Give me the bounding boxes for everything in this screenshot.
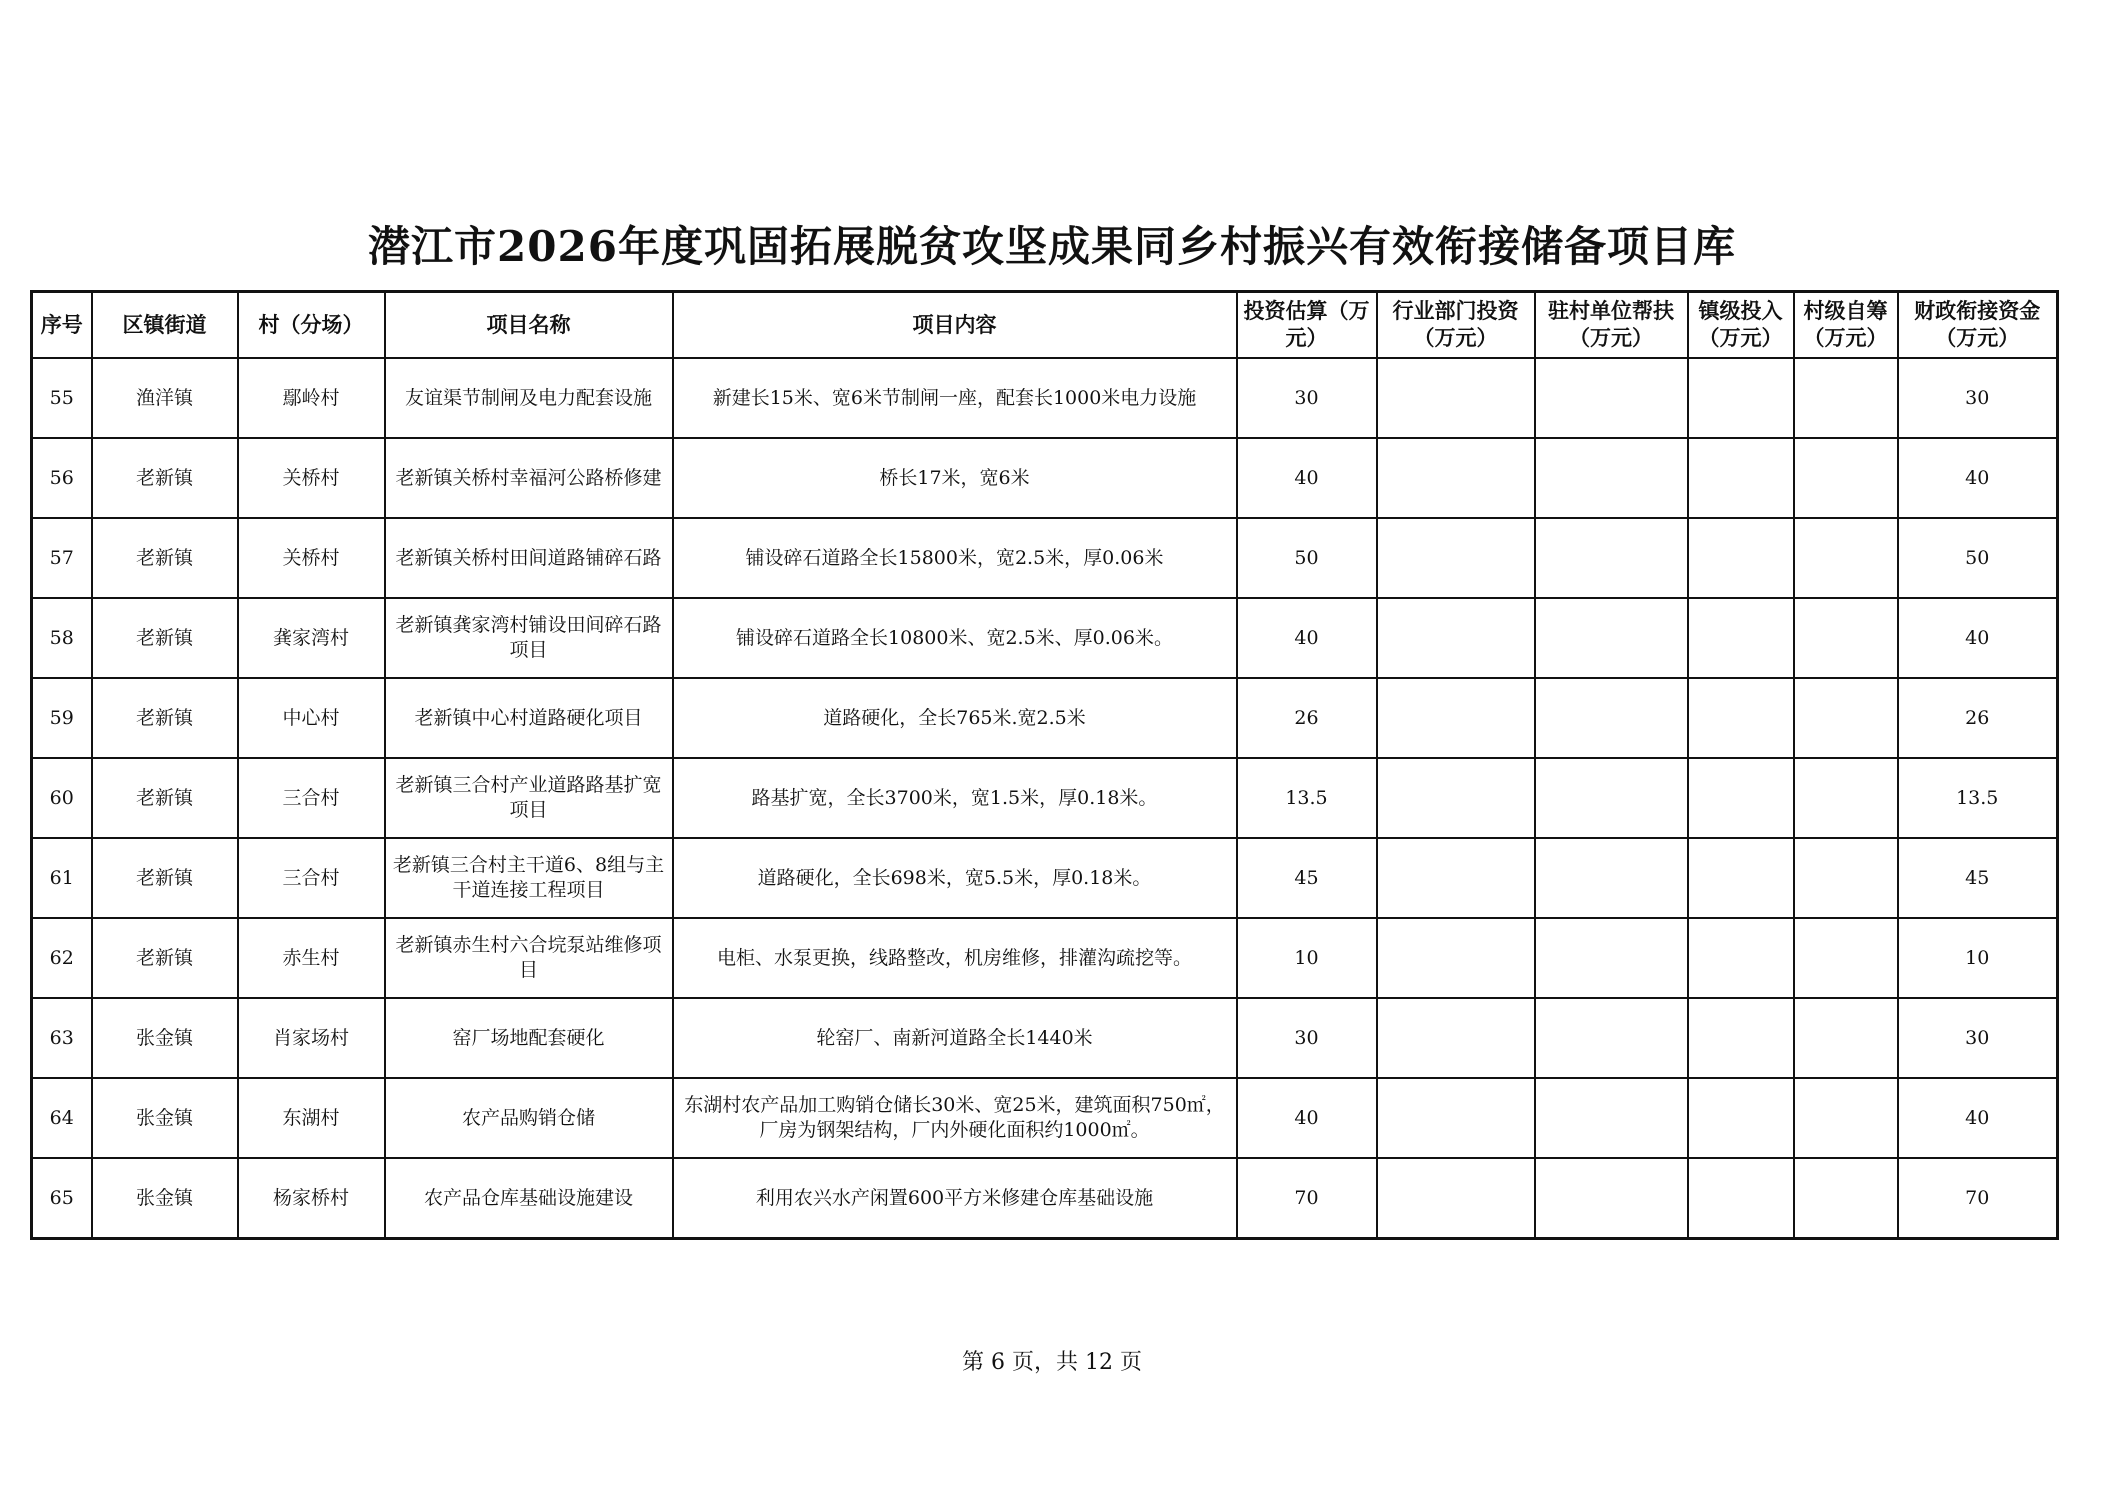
col-village-self-funded-cell: [1794, 598, 1898, 678]
col-village-self-funded-cell: [1794, 358, 1898, 438]
col-fiscal-funds-cell: 40: [1898, 1078, 2058, 1158]
col-fiscal-funds-cell: 45: [1898, 838, 2058, 918]
col-town-cell: 老新镇: [92, 598, 238, 678]
col-town-cell: 老新镇: [92, 918, 238, 998]
col-department-investment-cell: [1377, 598, 1535, 678]
col-resident-unit-support-cell: [1535, 438, 1688, 518]
col-resident-unit-support-cell: [1535, 838, 1688, 918]
col-project-content-cell: 道路硬化，全长698米，宽5.5米，厚0.18米。: [673, 838, 1237, 918]
col-village-cell: 鄢岭村: [238, 358, 385, 438]
col-investment-estimate-cell: 70: [1237, 1158, 1377, 1239]
header-col-town: 区镇街道: [92, 292, 238, 359]
table-row: [32, 598, 2058, 678]
col-index-cell: 55: [32, 358, 92, 438]
table-row: [32, 758, 2058, 838]
col-town-input-cell: [1688, 358, 1794, 438]
table-row: [32, 1078, 2058, 1158]
header-col-town-input: 镇级投入（万元）: [1688, 292, 1794, 359]
col-town-cell: 老新镇: [92, 838, 238, 918]
table-row: [32, 918, 2058, 998]
col-town-cell: 老新镇: [92, 438, 238, 518]
col-town-input-cell: [1688, 918, 1794, 998]
header-col-village-self-funded: 村级自筹（万元）: [1794, 292, 1898, 359]
col-department-investment-cell: [1377, 918, 1535, 998]
col-investment-estimate-cell: 45: [1237, 838, 1377, 918]
col-fiscal-funds-cell: 70: [1898, 1158, 2058, 1239]
table-row: [32, 838, 2058, 918]
header-col-resident-unit-support: 驻村单位帮扶（万元）: [1535, 292, 1688, 359]
col-town-input-cell: [1688, 598, 1794, 678]
col-investment-estimate-cell: 10: [1237, 918, 1377, 998]
col-resident-unit-support-cell: [1535, 358, 1688, 438]
header-row: [32, 292, 2058, 359]
col-village-cell: 关桥村: [238, 518, 385, 598]
col-village-self-funded-cell: [1794, 1078, 1898, 1158]
col-project-content-cell: 利用农兴水产闲置600平方米修建仓库基础设施: [673, 1158, 1237, 1239]
col-index-cell: 60: [32, 758, 92, 838]
col-investment-estimate-cell: 40: [1237, 438, 1377, 518]
table-row: [32, 438, 2058, 518]
col-department-investment-cell: [1377, 518, 1535, 598]
col-town-input-cell: [1688, 438, 1794, 518]
col-index-cell: 65: [32, 1158, 92, 1239]
col-investment-estimate-cell: 13.5: [1237, 758, 1377, 838]
project-table: [30, 290, 2059, 1240]
col-project-content-cell: 道路硬化，全长765米.宽2.5米: [673, 678, 1237, 758]
header-col-project-content: 项目内容: [673, 292, 1237, 359]
col-resident-unit-support-cell: [1535, 758, 1688, 838]
col-town-cell: 张金镇: [92, 1158, 238, 1239]
header-col-investment-estimate: 投资估算（万元）: [1237, 292, 1377, 359]
col-village-cell: 东湖村: [238, 1078, 385, 1158]
col-fiscal-funds-cell: 30: [1898, 998, 2058, 1078]
col-village-self-funded-cell: [1794, 838, 1898, 918]
header-col-village: 村（分场）: [238, 292, 385, 359]
col-village-self-funded-cell: [1794, 918, 1898, 998]
col-village-cell: 三合村: [238, 758, 385, 838]
col-village-self-funded-cell: [1794, 1158, 1898, 1239]
col-index-cell: 62: [32, 918, 92, 998]
col-index-cell: 56: [32, 438, 92, 518]
col-department-investment-cell: [1377, 1158, 1535, 1239]
col-village-cell: 关桥村: [238, 438, 385, 518]
col-index-cell: 64: [32, 1078, 92, 1158]
col-village-self-funded-cell: [1794, 998, 1898, 1078]
col-town-input-cell: [1688, 758, 1794, 838]
col-fiscal-funds-cell: 13.5: [1898, 758, 2058, 838]
col-town-cell: 老新镇: [92, 678, 238, 758]
col-department-investment-cell: [1377, 758, 1535, 838]
col-village-self-funded-cell: [1794, 518, 1898, 598]
col-village-cell: 中心村: [238, 678, 385, 758]
col-project-content-cell: 路基扩宽，全长3700米，宽1.5米，厚0.18米。: [673, 758, 1237, 838]
col-index-cell: 63: [32, 998, 92, 1078]
col-investment-estimate-cell: 40: [1237, 598, 1377, 678]
page-footer: 第 6 页，共 12 页: [962, 1350, 1142, 1375]
col-project-content-cell: 电柜、水泵更换，线路整改，机房维修，排灌沟疏挖等。: [673, 918, 1237, 998]
col-fiscal-funds-cell: 26: [1898, 678, 2058, 758]
col-village-cell: 三合村: [238, 838, 385, 918]
col-project-name-cell: 老新镇三合村主干道6、8组与主干道连接工程项目: [385, 838, 673, 918]
col-project-content-cell: 新建长15米、宽6米节制闸一座，配套长1000米电力设施: [673, 358, 1237, 438]
col-project-name-cell: 老新镇关桥村田间道路铺碎石路: [385, 518, 673, 598]
col-town-input-cell: [1688, 678, 1794, 758]
col-resident-unit-support-cell: [1535, 678, 1688, 758]
col-resident-unit-support-cell: [1535, 918, 1688, 998]
col-index-cell: 58: [32, 598, 92, 678]
col-project-name-cell: 老新镇龚家湾村铺设田间碎石路项目: [385, 598, 673, 678]
col-town-input-cell: [1688, 998, 1794, 1078]
col-project-content-cell: 轮窑厂、南新河道路全长1440米: [673, 998, 1237, 1078]
table-header: [32, 292, 2058, 359]
header-col-department-investment: 行业部门投资（万元）: [1377, 292, 1535, 359]
table-body: [32, 358, 2058, 1239]
col-village-self-funded-cell: [1794, 678, 1898, 758]
col-resident-unit-support-cell: [1535, 518, 1688, 598]
col-town-cell: 张金镇: [92, 1078, 238, 1158]
col-project-content-cell: 铺设碎石道路全长15800米，宽2.5米，厚0.06米: [673, 518, 1237, 598]
table-row: [32, 1158, 2058, 1239]
col-investment-estimate-cell: 30: [1237, 358, 1377, 438]
table-row: [32, 678, 2058, 758]
col-department-investment-cell: [1377, 678, 1535, 758]
col-project-name-cell: 窑厂场地配套硬化: [385, 998, 673, 1078]
col-town-input-cell: [1688, 838, 1794, 918]
col-fiscal-funds-cell: 50: [1898, 518, 2058, 598]
header-col-project-name: 项目名称: [385, 292, 673, 359]
col-project-name-cell: 老新镇赤生村六合垸泵站维修项目: [385, 918, 673, 998]
col-town-input-cell: [1688, 1158, 1794, 1239]
col-resident-unit-support-cell: [1535, 1158, 1688, 1239]
page-title: 潜江市2026年度巩固拓展脱贫攻坚成果同乡村振兴有效衔接储备项目库: [368, 222, 1736, 271]
col-fiscal-funds-cell: 40: [1898, 598, 2058, 678]
col-investment-estimate-cell: 30: [1237, 998, 1377, 1078]
col-resident-unit-support-cell: [1535, 598, 1688, 678]
col-village-cell: 杨家桥村: [238, 1158, 385, 1239]
col-fiscal-funds-cell: 30: [1898, 358, 2058, 438]
col-village-cell: 肖家场村: [238, 998, 385, 1078]
col-investment-estimate-cell: 50: [1237, 518, 1377, 598]
col-department-investment-cell: [1377, 838, 1535, 918]
col-investment-estimate-cell: 26: [1237, 678, 1377, 758]
col-department-investment-cell: [1377, 998, 1535, 1078]
col-index-cell: 61: [32, 838, 92, 918]
col-project-content-cell: 桥长17米，宽6米: [673, 438, 1237, 518]
table-row: [32, 518, 2058, 598]
col-town-cell: 张金镇: [92, 998, 238, 1078]
col-town-cell: 渔洋镇: [92, 358, 238, 438]
col-investment-estimate-cell: 40: [1237, 1078, 1377, 1158]
col-project-content-cell: 东湖村农产品加工购销仓储长30米、宽25米，建筑面积750㎡，厂房为钢架结构，厂内外硬化面积约1000㎡。: [673, 1078, 1237, 1158]
col-project-name-cell: 友谊渠节制闸及电力配套设施: [385, 358, 673, 438]
col-department-investment-cell: [1377, 358, 1535, 438]
col-project-content-cell: 铺设碎石道路全长10800米、宽2.5米、厚0.06米。: [673, 598, 1237, 678]
header-col-index: 序号: [32, 292, 92, 359]
col-village-self-funded-cell: [1794, 758, 1898, 838]
table-row: [32, 358, 2058, 438]
col-town-input-cell: [1688, 1078, 1794, 1158]
col-project-name-cell: 老新镇三合村产业道路路基扩宽项目: [385, 758, 673, 838]
col-fiscal-funds-cell: 40: [1898, 438, 2058, 518]
col-index-cell: 57: [32, 518, 92, 598]
col-project-name-cell: 老新镇关桥村幸福河公路桥修建: [385, 438, 673, 518]
col-village-cell: 赤生村: [238, 918, 385, 998]
col-index-cell: 59: [32, 678, 92, 758]
col-project-name-cell: 老新镇中心村道路硬化项目: [385, 678, 673, 758]
col-project-name-cell: 农产品仓库基础设施建设: [385, 1158, 673, 1239]
col-resident-unit-support-cell: [1535, 998, 1688, 1078]
col-resident-unit-support-cell: [1535, 1078, 1688, 1158]
col-town-input-cell: [1688, 518, 1794, 598]
col-department-investment-cell: [1377, 438, 1535, 518]
col-project-name-cell: 农产品购销仓储: [385, 1078, 673, 1158]
col-fiscal-funds-cell: 10: [1898, 918, 2058, 998]
header-col-fiscal-funds: 财政衔接资金（万元）: [1898, 292, 2058, 359]
col-village-self-funded-cell: [1794, 438, 1898, 518]
col-town-cell: 老新镇: [92, 758, 238, 838]
col-village-cell: 龚家湾村: [238, 598, 385, 678]
col-department-investment-cell: [1377, 1078, 1535, 1158]
table-row: [32, 998, 2058, 1078]
col-town-cell: 老新镇: [92, 518, 238, 598]
